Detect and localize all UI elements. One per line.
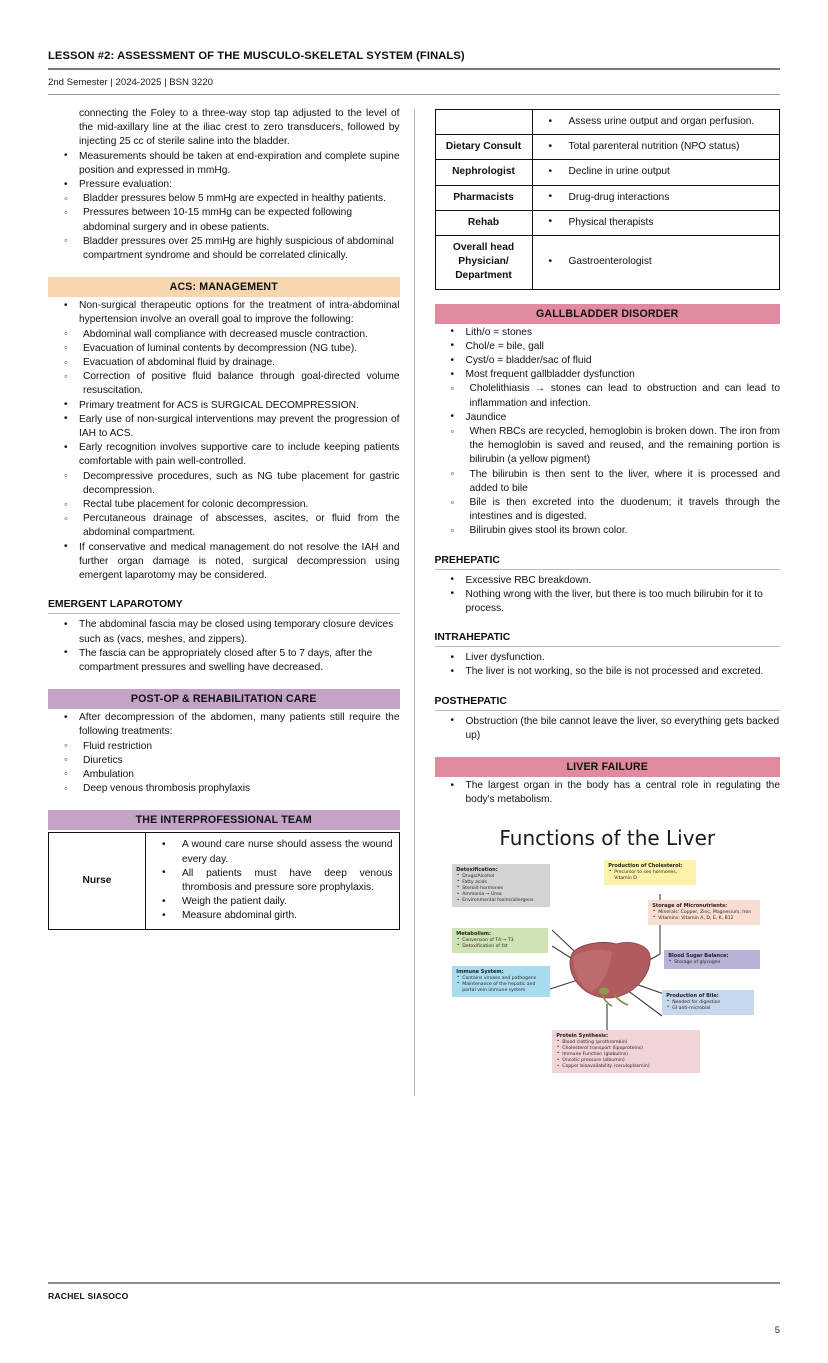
- list-item: ◦ Bilirubin gives stool its brown color.: [435, 524, 781, 538]
- table-row: [435, 160, 780, 185]
- list-item: • Steroid hormones: [456, 886, 546, 892]
- list-item: • Contains viruses and pathogens: [456, 976, 546, 982]
- acs-bullet-1: [48, 299, 400, 327]
- figure-box-storage-of-micronutrients: [648, 900, 760, 925]
- interprofessional-team-table-left: [48, 832, 400, 929]
- section-banner-acs-management: ACS: MANAGEMENT: [48, 277, 400, 297]
- right-column: [415, 107, 781, 1096]
- list-item: • Minerals: Copper, Zinc, Magnesium, Iron: [652, 910, 756, 916]
- list-item: • Weigh the patient daily.: [152, 895, 393, 909]
- list-item: • Maintenance of the hepatic and portal vein immune system: [456, 982, 546, 994]
- subheading-rule: [48, 613, 400, 614]
- list-item: • Detoxification of fat: [456, 944, 544, 950]
- list-item: • All patients must have deep venous thrombosis and pressure sore prophylaxis.: [152, 867, 393, 895]
- acs-sublist-2: [48, 470, 400, 541]
- figure-box-blood-sugar-balance: [664, 950, 760, 969]
- table-cell-items: [532, 210, 780, 235]
- page-number: 5: [774, 1324, 780, 1335]
- figure-box-production-of-bile: [662, 990, 754, 1015]
- list-item: • Needed for digestion: [666, 1000, 750, 1006]
- list-item: ◦ Abdominal wall compliance with decreased muscle contraction.: [48, 328, 400, 342]
- list-item: • Gastroenterologist: [539, 255, 774, 269]
- gallbladder-list: [435, 326, 781, 383]
- list-item: • Nothing wrong with the liver, but there is too much bilirubin for it to process.: [435, 588, 781, 616]
- figure-box-protein-synthesis: [552, 1030, 700, 1074]
- page-footer: [48, 1282, 780, 1301]
- list-item: • The fascia can be appropriately closed after 5 to 7 days, after the compartment pressures and swelling have decreased.: [48, 647, 400, 675]
- section-banner-gallbladder-disorder: GALLBLADDER DISORDER: [435, 304, 781, 324]
- intrahepatic-list: [435, 651, 781, 679]
- page-title: LESSON #2: ASSESSMENT OF THE MUSCULO-SKELETAL SYSTEM (FINALS): [48, 50, 465, 62]
- list-item: ◦ Deep venous thrombosis prophylaxis: [48, 782, 400, 796]
- list-item: • Cholesterol transport (lipoproteins): [556, 1046, 696, 1052]
- list-item: • The abdominal fascia may be closed using temporary closure devices such as (vacs, meshes, and zippers).: [48, 618, 400, 646]
- list-item: ◦ Pressures between 10-15 mmHg can be expected following abdominal surgery and in obese patients.: [48, 206, 400, 234]
- table-cell-items: [532, 135, 780, 160]
- list-item: ◦ Evacuation of luminal contents by decompression (NG tube).: [48, 342, 400, 356]
- list-item: • Immune Function (globulins): [556, 1052, 696, 1058]
- list-item: ◦ The bilirubin is then sent to the liver, where it is processed and added to bile: [435, 468, 781, 496]
- table-row: [435, 185, 780, 210]
- table-cell-role: Nurse: [49, 833, 146, 929]
- table-cell-items: [532, 236, 780, 290]
- list-item: • Blood clotting (prothrombin): [556, 1040, 696, 1046]
- table-cell-items: [532, 110, 780, 135]
- list-item: ◦ Ambulation: [48, 768, 400, 782]
- figure-title: Functions of the Liver: [499, 825, 716, 850]
- list-item: • Total parenteral nutrition (NPO status): [539, 140, 774, 154]
- posthepatic-list: [435, 715, 781, 743]
- list-item: • The liver is not working, so the bile is not processed and excreted.: [435, 665, 781, 679]
- emergent-laparotomy-list: [48, 618, 400, 675]
- list-item: ◦ Bile is then excreted into the duodenum; it travels through the intestines and is digested.: [435, 496, 781, 524]
- subheading-rule: [435, 710, 781, 711]
- list-item: • Measure abdominal girth.: [152, 909, 393, 923]
- list-item: • Chol/e = bile, gall: [435, 340, 781, 354]
- interprofessional-team-table-right: [435, 109, 781, 290]
- list-item: • Jaundice: [435, 411, 781, 425]
- subheading-intrahepatic: INTRAHEPATIC: [434, 632, 511, 644]
- list-item: • Liver dysfunction.: [435, 651, 781, 665]
- gallbladder-sublist: [435, 382, 781, 410]
- figure-box-heading: Immune System:: [456, 968, 504, 975]
- subheading-posthepatic: POSTHEPATIC: [434, 695, 507, 707]
- figure-box-heading: Protein Synthesis:: [556, 1032, 609, 1039]
- figure-box-detoxification: [452, 864, 550, 908]
- list-item: • Ammonia → Urea: [456, 892, 546, 898]
- list-item: • Cyst/o = bladder/sac of fluid: [435, 354, 781, 368]
- table-cell-role: Dietary Consult: [435, 135, 532, 160]
- section-banner-liver-failure: LIVER FAILURE: [435, 757, 781, 777]
- postop-bullet: [48, 711, 400, 739]
- list-item: ◦ Percutaneous drainage of abscesses, ascites, or fluid from the abdominal compartment.: [48, 512, 400, 540]
- list-item: • Decline in urine output: [539, 165, 774, 179]
- list-item: • The largest organ in the body has a central role in regulating the body's metabolism.: [435, 779, 781, 807]
- list-item: ◦ Diuretics: [48, 754, 400, 768]
- table-row: [435, 135, 780, 160]
- table-row: [49, 833, 400, 929]
- list-item: ◦ Cholelithiasis → stones can lead to obstruction and can lead to inflammation and infection.: [435, 382, 781, 410]
- postop-sublist: [48, 740, 400, 797]
- jaundice-sublist: [435, 425, 781, 539]
- liver-illustration: [570, 942, 650, 1006]
- list-item: • Environmental toxins/allergens: [456, 898, 546, 904]
- table-cell-role: Rehab: [435, 210, 532, 235]
- list-item: • If conservative and medical management do not resolve the IAH and further organ damage is noted, surgical decompression using emergent laparotomy may be considered.: [48, 541, 400, 584]
- list-item: ◦ Evacuation of abdominal fluid by drainage.: [48, 356, 400, 370]
- list-item: • Early use of non-surgical interventions may prevent the progression of IAH to ACS.: [48, 413, 400, 441]
- table-cell-items: [532, 185, 780, 210]
- acs-bullets-3: [48, 541, 400, 584]
- list-item: • Precursor to sex hormones, Vitamin D: [608, 870, 692, 882]
- list-item: • Copper bioavailability (ceruloplasmin): [556, 1064, 696, 1070]
- liver-failure-list: [435, 779, 781, 807]
- table-cell-items: [532, 160, 780, 185]
- jaundice-bullet: [435, 411, 781, 425]
- figure-box-heading: Detoxification:: [456, 866, 498, 873]
- page-subtitle: 2nd Semester | 2024-2025 | BSN 3220: [48, 77, 213, 88]
- acs-bullets-2: [48, 399, 400, 470]
- section-banner-interprofessional-team: THE INTERPROFESSIONAL TEAM: [48, 810, 400, 830]
- list-item: • Drugs/Alcohol: [456, 874, 546, 880]
- list-item: ◦ Decompressive procedures, such as NG tube placement for gastric decompression.: [48, 470, 400, 498]
- list-item: • Vitamins: Vitamin A, D, E, K, B12: [652, 916, 756, 922]
- figure-box-production-of-cholesterol: [604, 860, 696, 885]
- list-item: • A wound care nurse should assess the wound every day.: [152, 838, 393, 866]
- list-item: • Primary treatment for ACS is SURGICAL DECOMPRESSION.: [48, 399, 400, 413]
- figure-box-heading: Production of Bile:: [666, 992, 719, 999]
- pressure-evaluation-sublist: [48, 192, 400, 263]
- subheading-rule: [435, 569, 781, 570]
- list-item: • Lith/o = stones: [435, 326, 781, 340]
- figure-box-metabolism: [452, 928, 548, 953]
- table-cell-items: [146, 833, 400, 929]
- list-item: • Early recognition involves supportive care to include keeping patients comfortable with pain well-controlled.: [48, 441, 400, 469]
- header-rule-thin: [48, 94, 780, 95]
- table-row: [435, 110, 780, 135]
- list-item: • Most frequent gallbladder dysfunction: [435, 368, 781, 382]
- figure-box-immune-system: [452, 966, 550, 997]
- section-banner-postop-rehab: POST-OP & REHABILITATION CARE: [48, 689, 400, 709]
- list-item: • Assess urine output and organ perfusion.: [539, 115, 774, 129]
- content-columns: [48, 107, 780, 1096]
- figure-box-heading: Storage of Micronutrients:: [652, 902, 728, 909]
- list-item: • Conversion of T4 → T3: [456, 938, 544, 944]
- intro-paragraph: connecting the Foley to a three-way stop tap adjusted to the level of the mid-axillary line at the iliac crest to zero transducers, followed by injecting 25 cc of sterile saline into the bladder.: [79, 108, 400, 148]
- list-item: • Drug-drug interactions: [539, 191, 774, 205]
- page-header: [48, 50, 780, 95]
- list-item: ◦ Bladder pressures below 5 mmHg are expected in healthy patients.: [48, 192, 400, 206]
- list-item: • Non-surgical therapeutic options for the treatment of intra-abdominal hypertension involve an overall goal to improve the following:: [48, 299, 400, 327]
- table-cell-role: [435, 110, 532, 135]
- table-cell-role: Overall head Physician/ Department: [435, 236, 532, 290]
- footer-author: RACHEL SIASOCO: [48, 1291, 129, 1301]
- subheading-prehepatic: PREHEPATIC: [434, 554, 500, 566]
- table-cell-role: Pharmacists: [435, 185, 532, 210]
- list-item: • Physical therapists: [539, 216, 774, 230]
- list-item: ◦ Bladder pressures over 25 mmHg are highly suspicious of abdominal compartment syndrome and should be correlated clinically.: [48, 235, 400, 263]
- list-item: ◦ Rectal tube placement for colonic decompression.: [48, 498, 400, 512]
- list-item: ◦ When RBCs are recycled, hemoglobin is broken down. The iron from the hemoglobin is saved and reused, and the remaining portion is bilirubin (a yellow pigment): [435, 425, 781, 468]
- acs-sublist-1: [48, 328, 400, 399]
- table-row: [435, 210, 780, 235]
- list-item: • Oncotic pressure (albumin): [556, 1058, 696, 1064]
- figure-box-heading: Blood Sugar Balance:: [668, 952, 729, 959]
- intro-bullet-list: [48, 150, 400, 193]
- subheading-emergent-laparotomy: EMERGENT LAPAROTOMY: [48, 599, 183, 611]
- left-column: [48, 107, 414, 1096]
- list-item: • Fatty acids: [456, 880, 546, 886]
- subheading-rule: [435, 646, 781, 647]
- figure-box-heading: Production of Cholesterol:: [608, 862, 683, 869]
- liver-functions-diagram: [452, 858, 762, 1096]
- table-row: [435, 236, 780, 290]
- list-item: ◦ Correction of positive fluid balance through goal-directed volume resuscitation.: [48, 370, 400, 398]
- table-cell-role: Nephrologist: [435, 160, 532, 185]
- list-item: • After decompression of the abdomen, many patients still require the following treatments:: [48, 711, 400, 739]
- prehepatic-list: [435, 574, 781, 617]
- list-item: ◦ Fluid restriction: [48, 740, 400, 754]
- list-item: • GI anti-microbial: [666, 1006, 750, 1012]
- list-item: • Pressure evaluation:: [48, 178, 400, 192]
- figure-box-heading: Metabolism:: [456, 930, 492, 937]
- list-item: • Measurements should be taken at end-expiration and complete supine position and expressed in mmHg.: [48, 150, 400, 178]
- list-item: • Storage of glycogen: [668, 960, 756, 966]
- list-item: • Obstruction (the bile cannot leave the liver, so everything gets backed up): [435, 715, 781, 743]
- header-rule: [48, 68, 780, 70]
- list-item: • Excessive RBC breakdown.: [435, 574, 781, 588]
